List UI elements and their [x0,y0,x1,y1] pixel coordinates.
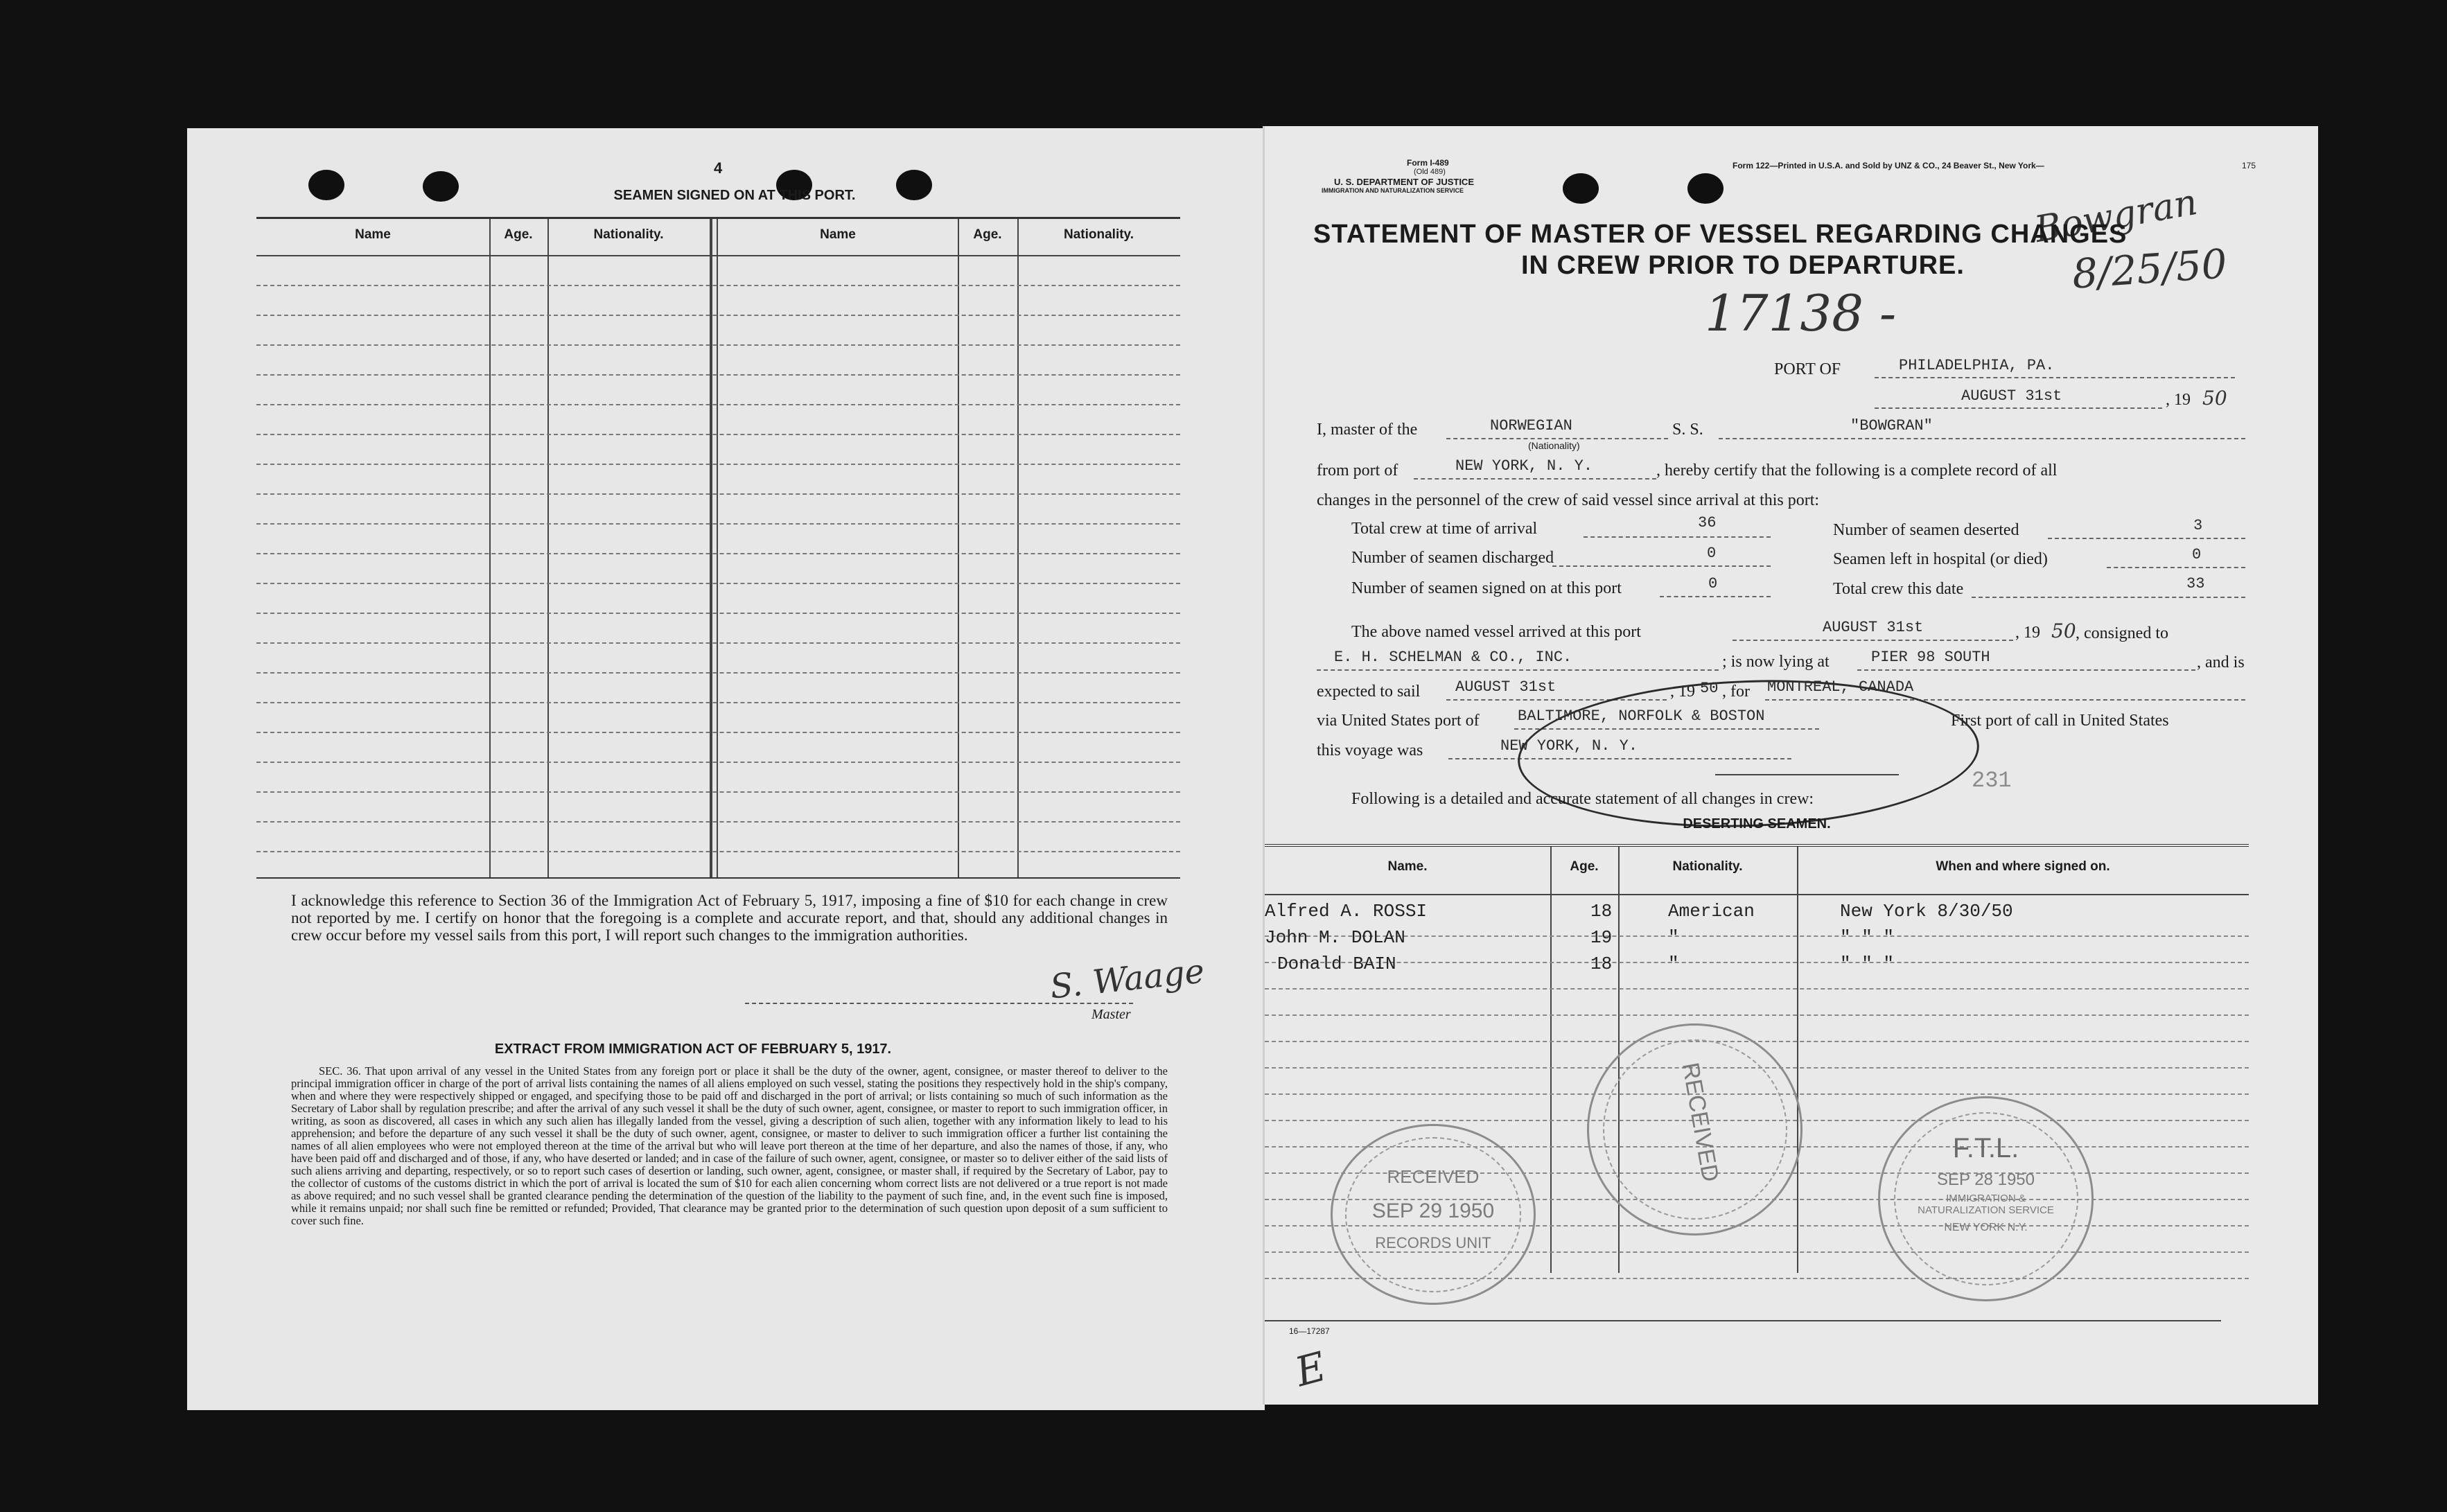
table-row [256,583,1180,584]
received-stamp-1 [1331,1124,1536,1305]
vessel-value: "BOWGRAN" [1850,417,1933,434]
deserted-value: 3 [2193,517,2203,534]
via-label: via United States port of [1317,712,1480,730]
ss-label: S. S. [1672,421,1703,439]
table-row [256,285,1180,286]
table-cell: Alfred A. ROSSI [1265,901,1428,922]
table-row [256,434,1180,435]
nationality-caption: (Nationality) [1528,440,1580,451]
table-cell: Donald BAIN [1277,953,1396,974]
table-row [256,851,1180,852]
column-header-name-2: Name [820,227,856,242]
acknowledgement-text: I acknowledge this reference to Section 36 of the Immigration Act of February 5, 1917, imposing a fine of $10 for each change in crew not reported by me. I certify on honor that the foregoing is a complete and accurate report, and that, should any additional changes in crew occur before my vessel sails from this port, I will report such changes to the immigration authorities. [291,892,1168,944]
consignee-value: E. H. SCHELMAN & CO., INC. [1334,649,1572,666]
form-title-line1: STATEMENT OF MASTER OF VESSEL REGARDING CHANGES [1313,220,2128,249]
destination-value: MONTREAL, CANADA [1767,678,1914,696]
received-stamp-label-2: RECEIVED [1676,1060,1724,1184]
for-label: , for [1722,683,1750,701]
column-header-age: Age. [504,227,533,242]
signed-on-label: Number of seamen signed on at this port [1351,579,1622,597]
first-port-value: NEW YORK, N. Y. [1500,737,1638,755]
handwritten-file-number: 17138 - [1705,284,1897,342]
punch-hole [1687,173,1724,204]
master-of-label: I, master of the [1317,421,1418,439]
total-today-label: Total crew this date [1833,580,1964,598]
arrived-year: 50 [2051,619,2076,642]
table-row [256,344,1180,346]
signature-caption: Master [1091,1007,1131,1022]
expected-value: AUGUST 31st [1455,678,1556,696]
right-page [1265,126,2318,1405]
column-header-nationality: Nationality. [593,227,664,242]
signed-on-value: 0 [1708,575,1718,592]
table-row [256,464,1180,465]
table-row-line [1265,1041,2249,1042]
expected-year: 50 [1700,680,1719,697]
form-title-line2: IN CREW PRIOR TO DEPARTURE. [1521,251,1965,280]
received-stamp-2 [1587,1023,1803,1236]
table-row [256,493,1180,495]
table-row [256,642,1180,644]
handwritten-vessel-name: Bowgran [2031,181,2201,252]
master-signature: S. Waage [1048,951,1207,1007]
column-header-name: Name. [1387,859,1428,874]
year-value: 50 [2202,387,2227,410]
table-cell: John M. DOLAN [1265,927,1405,948]
column-header-when-where: When and where signed on. [1936,859,2110,874]
column-header-nationality: Nationality. [1672,859,1743,874]
extract-title: EXTRACT FROM IMMIGRATION ACT OF FEBRUARY 5, 1917. [494,1041,892,1057]
consigned-label: , consigned to [2076,624,2168,642]
received-stamp-label: RECEIVED [1387,1166,1480,1187]
table-row [256,672,1180,674]
column-header-age: Age. [1570,859,1599,874]
bottom-rule [1265,1320,2221,1321]
via-value: BALTIMORE, NORFOLK & BOSTON [1518,707,1765,725]
table-row-line [1265,988,2249,990]
expected-year-prefix: , 19 [1670,683,1695,701]
lying-value: PIER 98 SOUTH [1871,649,1990,666]
form-number: Form I-489 [1407,158,1449,168]
port-value: PHILADELPHIA, PA. [1899,357,2055,374]
column-header-age-2: Age. [973,227,1002,242]
table-cell: " " " [1840,953,1895,974]
extract-text: SEC. 36. That upon arrival of any vessel in the United States from any foreign port or place it shall be the duty of the owner, agent, consignee, or master thereof to deliver to the principal immigration officer in charge of the port of arrival lists containing the names of all aliens employed on such vessel, stating the positions they respectively hold in the ship's company, when and where they were respectively shipped or engaged, and specifying those to be paid off and discharged in the port of arrival; or lists containing so much of such information as the Secretary of Labor shall by regulation prescribe; and after the arrival of any such vessel it shall be the duty of such owner, agent, consignee, or master to report to such immigration officer, in writing, as soon as discovered, all cases in which any such alien has illegally landed from the vessel, giving a description of such alien, together with any information likely to lead to his apprehension; and before the departure of any such vessel it shall be the duty of such owner, agent, consignee, or master to deliver to such immigration officer a further list containing the names of all alien employees who were not employed thereon at the time of the arrival but who will leave port thereon at the time of her departure, and also the names of those, if any, who have been paid off and discharged and of those, if any, who have deserted or landed; and in case of the failure of such owner, agent, consignee, or master so to deliver either of the said lists of such aliens arriving and departing, respectively, or so to report such cases of desertion or landing, such owner, agent, consignee, or master shall, if required by the Secretary of Labor, pay to the collector of customs of the customs district in which the port of arrival is located the sum of $10 for each alien concerning whom correct lists are not delivered or a true report is not made as above required; and no such vessel shall be granted clearance pending the determination of the question of the liability to the payment of such fine, and, in the event such fine is imposed, while it remains unpaid; nor shall such fine be remitted or refunded; Provided, That clearance may be granted prior to the determination of such question upon deposit of a sum sufficient to cover such fine. [291,1064,1168,1227]
table-row [256,762,1180,763]
table-row [256,553,1180,554]
from-port-value: NEW YORK, N. Y. [1455,457,1593,475]
page-number: 4 [714,159,723,177]
form-old-number: (Old 489) [1414,168,1446,176]
hand-drawn-oval [1516,672,1982,834]
table-row [256,791,1180,793]
discharged-label: Number of seamen discharged [1351,549,1554,567]
table-cell: 18 [1590,953,1613,974]
table-row [256,523,1180,525]
total-crew-arrival-value: 36 [1698,514,1717,531]
arrived-value: AUGUST 31st [1823,619,1924,636]
corner-mark: E [1290,1342,1331,1396]
first-port-label: First port of call in United States [1951,712,2169,730]
nationality-value: NORWEGIAN [1490,417,1572,434]
footer-code: 16—17287 [1289,1326,1330,1336]
total-crew-arrival-label: Total crew at time of arrival [1351,520,1538,538]
arrived-label: The above named vessel arrived at this port [1351,623,1641,641]
service-name: IMMIGRATION AND NATURALIZATION SERVICE [1322,187,1464,194]
port-label: PORT OF [1774,360,1841,378]
table-cell: American [1668,901,1755,922]
expected-label: expected to sail [1317,683,1421,701]
table-row [256,702,1180,703]
and-is-text: , and is [2197,653,2245,671]
received-stamp-date: SEP 29 1950 [1371,1199,1495,1222]
table-cell: 18 [1590,901,1613,922]
column-header-name: Name [355,227,391,242]
stamp-date: SEP 28 1950 [1936,1170,2035,1189]
table-row [256,732,1180,733]
following-text: Following is a detailed and accurate statement of all changes in crew: [1351,790,1814,808]
from-port-label: from port of [1317,461,1398,480]
table-row [256,374,1180,376]
table-row [256,613,1180,614]
lying-label: ; is now lying at [1722,653,1830,671]
table-row [256,821,1180,823]
received-stamp-unit: RECORDS UNIT [1375,1234,1491,1251]
this-voyage-label: this voyage was [1317,741,1423,759]
deserting-title: DESERTING SEAMEN. [1683,816,1831,832]
year-prefix: , 19 [2166,391,2191,409]
punch-hole [308,170,344,200]
printer-line: Form 122—Printed in U.S.A. and Sold by UNZ & CO., 24 Beaver St., New York— [1733,161,2044,170]
section-title: SEAMEN SIGNED ON AT THIS PORT. [613,188,856,203]
seamen-signed-on-table [256,217,1180,879]
table-cell: 19 [1590,927,1613,948]
date-value: AUGUST 31st [1961,387,2062,405]
table-row [256,315,1180,316]
handwritten-date: 8/25/50 [2070,240,2229,298]
table-cell: " " " [1840,927,1895,948]
table-row-line [1265,1014,2249,1016]
table-row-line [1265,962,2249,963]
table-row [256,404,1180,405]
column-header-nationality-2: Nationality. [1064,227,1134,242]
hospital-label: Seamen left in hospital (or died) [1833,550,2048,568]
arrived-year-prefix: , 19 [2015,624,2040,642]
changes-text: changes in the personnel of the crew of said vessel since arrival at this port: [1317,491,1820,509]
stamped-number-231: 231 [1972,768,2012,793]
hospital-value: 0 [2192,546,2202,563]
punch-hole [1563,173,1599,204]
table-cell: " [1668,927,1679,948]
table-cell: " [1668,953,1679,974]
punch-hole [423,171,459,202]
total-today-value: 33 [2186,575,2205,592]
certify-text: , hereby certify that the following is a complete record of all [1656,461,2058,480]
printer-number: 175 [2242,161,2256,170]
stamp-service: IMMIGRATION & NATURALIZATION SERVICE [1918,1193,2054,1216]
stamp-ftl: F.T.L. [1952,1133,2019,1163]
table-row-line [1265,935,2249,937]
naturalization-stamp [1878,1096,2094,1301]
left-page [187,128,1265,1410]
stamp-city: NEW YORK N.Y. [1944,1222,2028,1233]
department-name: U. S. DEPARTMENT OF JUSTICE [1334,177,1474,187]
deserted-label: Number of seamen deserted [1833,521,2019,539]
discharged-value: 0 [1707,545,1717,562]
table-cell: New York 8/30/50 [1840,901,2013,922]
